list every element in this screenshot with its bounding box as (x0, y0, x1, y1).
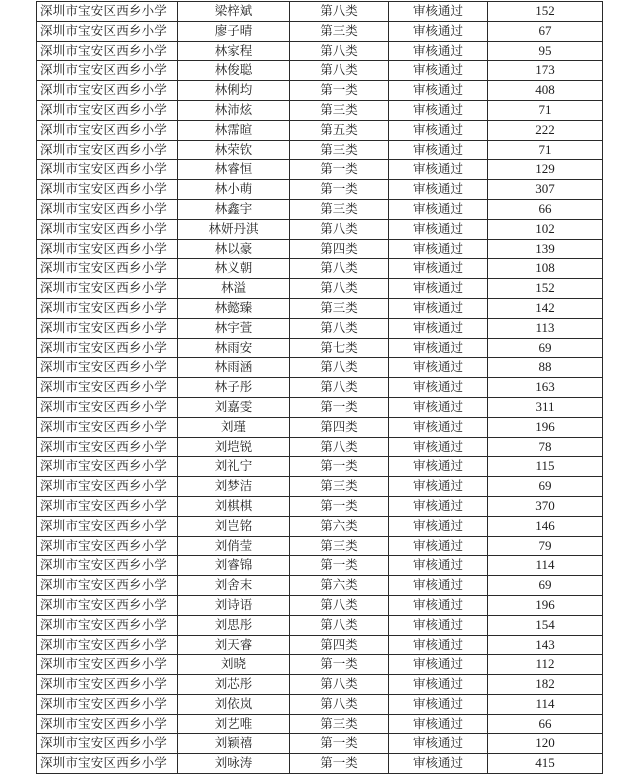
school-cell: 深圳市宝安区西乡小学 (37, 81, 178, 101)
status-cell: 审核通过 (389, 378, 488, 398)
score-cell: 173 (488, 61, 603, 81)
school-cell: 深圳市宝安区西乡小学 (37, 318, 178, 338)
status-cell: 审核通过 (389, 21, 488, 41)
category-cell: 第三类 (290, 477, 389, 497)
table-row (37, 615, 603, 635)
status-cell: 审核通过 (389, 536, 488, 556)
student-name-cell: 林溢 (178, 279, 290, 299)
school-cell: 深圳市宝安区西乡小学 (37, 536, 178, 556)
school-cell: 深圳市宝安区西乡小学 (37, 378, 178, 398)
student-name-cell: 林俐均 (178, 81, 290, 101)
student-name-cell: 林家程 (178, 41, 290, 61)
category-cell: 第八类 (290, 61, 389, 81)
category-cell: 第四类 (290, 635, 389, 655)
score-cell: 113 (488, 318, 603, 338)
status-cell: 审核通过 (389, 496, 488, 516)
school-cell: 深圳市宝安区西乡小学 (37, 417, 178, 437)
score-cell: 129 (488, 160, 603, 180)
status-cell: 审核通过 (389, 437, 488, 457)
category-cell: 第六类 (290, 516, 389, 536)
student-name-cell: 刘俏莹 (178, 536, 290, 556)
student-name-cell: 林子彤 (178, 378, 290, 398)
score-cell: 69 (488, 576, 603, 596)
school-cell: 深圳市宝安区西乡小学 (37, 259, 178, 279)
status-cell: 审核通过 (389, 81, 488, 101)
student-name-cell: 刘礼宁 (178, 457, 290, 477)
table-row (37, 477, 603, 497)
table-row (37, 180, 603, 200)
student-name-cell: 刘咏涛 (178, 754, 290, 774)
status-cell: 审核通过 (389, 397, 488, 417)
school-cell: 深圳市宝安区西乡小学 (37, 298, 178, 318)
table-body (37, 2, 603, 774)
score-cell: 108 (488, 259, 603, 279)
student-name-cell: 林以豪 (178, 239, 290, 259)
school-cell: 深圳市宝安区西乡小学 (37, 477, 178, 497)
table-row (37, 655, 603, 675)
student-name-cell: 刘嘉雯 (178, 397, 290, 417)
school-cell: 深圳市宝安区西乡小学 (37, 516, 178, 536)
school-cell: 深圳市宝安区西乡小学 (37, 21, 178, 41)
student-name-cell: 刘艺唯 (178, 714, 290, 734)
table-row (37, 595, 603, 615)
score-cell: 112 (488, 655, 603, 675)
status-cell: 审核通过 (389, 615, 488, 635)
score-cell: 196 (488, 417, 603, 437)
status-cell: 审核通过 (389, 694, 488, 714)
score-cell: 408 (488, 81, 603, 101)
student-name-cell: 刘晓 (178, 655, 290, 675)
category-cell: 第八类 (290, 694, 389, 714)
category-cell: 第六类 (290, 576, 389, 596)
score-cell: 307 (488, 180, 603, 200)
score-cell: 78 (488, 437, 603, 457)
student-name-cell: 刘颖禧 (178, 734, 290, 754)
status-cell: 审核通过 (389, 477, 488, 497)
school-cell: 深圳市宝安区西乡小学 (37, 595, 178, 615)
student-name-cell: 梁梓斌 (178, 2, 290, 22)
school-cell: 深圳市宝安区西乡小学 (37, 694, 178, 714)
school-cell: 深圳市宝安区西乡小学 (37, 734, 178, 754)
table-row (37, 437, 603, 457)
table-row (37, 100, 603, 120)
category-cell: 第一类 (290, 556, 389, 576)
table-row (37, 576, 603, 596)
category-cell: 第八类 (290, 615, 389, 635)
school-cell: 深圳市宝安区西乡小学 (37, 655, 178, 675)
school-cell: 深圳市宝安区西乡小学 (37, 180, 178, 200)
status-cell: 审核通过 (389, 655, 488, 675)
student-name-cell: 刘垲锐 (178, 437, 290, 457)
school-cell: 深圳市宝安区西乡小学 (37, 2, 178, 22)
table-row (37, 536, 603, 556)
student-name-cell: 林荣钦 (178, 140, 290, 160)
student-name-cell: 林鑫宇 (178, 199, 290, 219)
school-cell: 深圳市宝安区西乡小学 (37, 358, 178, 378)
status-cell: 审核通过 (389, 199, 488, 219)
school-cell: 深圳市宝安区西乡小学 (37, 635, 178, 655)
school-cell: 深圳市宝安区西乡小学 (37, 576, 178, 596)
student-name-cell: 林宇萱 (178, 318, 290, 338)
table-row (37, 2, 603, 22)
category-cell: 第八类 (290, 2, 389, 22)
status-cell: 审核通过 (389, 675, 488, 695)
score-cell: 114 (488, 556, 603, 576)
table-row (37, 279, 603, 299)
student-name-cell: 廖子晴 (178, 21, 290, 41)
category-cell: 第三类 (290, 714, 389, 734)
student-name-cell: 林霈暄 (178, 120, 290, 140)
status-cell: 审核通过 (389, 239, 488, 259)
student-name-cell: 刘瑾 (178, 417, 290, 437)
status-cell: 审核通过 (389, 160, 488, 180)
table-row (37, 318, 603, 338)
status-cell: 审核通过 (389, 41, 488, 61)
student-name-cell: 刘睿锦 (178, 556, 290, 576)
score-cell: 102 (488, 219, 603, 239)
category-cell: 第三类 (290, 199, 389, 219)
school-cell: 深圳市宝安区西乡小学 (37, 615, 178, 635)
category-cell: 第八类 (290, 437, 389, 457)
category-cell: 第一类 (290, 397, 389, 417)
school-cell: 深圳市宝安区西乡小学 (37, 675, 178, 695)
category-cell: 第四类 (290, 417, 389, 437)
status-cell: 审核通过 (389, 417, 488, 437)
table-row (37, 358, 603, 378)
school-cell: 深圳市宝安区西乡小学 (37, 120, 178, 140)
status-cell: 审核通过 (389, 180, 488, 200)
score-cell: 114 (488, 694, 603, 714)
status-cell: 审核通过 (389, 318, 488, 338)
school-cell: 深圳市宝安区西乡小学 (37, 160, 178, 180)
score-cell: 415 (488, 754, 603, 774)
category-cell: 第一类 (290, 734, 389, 754)
category-cell: 第三类 (290, 140, 389, 160)
status-cell: 审核通过 (389, 556, 488, 576)
table-row (37, 496, 603, 516)
status-cell: 审核通过 (389, 595, 488, 615)
table-row (37, 219, 603, 239)
score-cell: 95 (488, 41, 603, 61)
school-cell: 深圳市宝安区西乡小学 (37, 61, 178, 81)
status-cell: 审核通过 (389, 338, 488, 358)
score-cell: 71 (488, 140, 603, 160)
score-cell: 69 (488, 477, 603, 497)
school-cell: 深圳市宝安区西乡小学 (37, 556, 178, 576)
status-cell: 审核通过 (389, 298, 488, 318)
student-name-cell: 林沛炫 (178, 100, 290, 120)
status-cell: 审核通过 (389, 259, 488, 279)
score-cell: 79 (488, 536, 603, 556)
category-cell: 第四类 (290, 239, 389, 259)
score-cell: 66 (488, 199, 603, 219)
student-name-cell: 刘芯彤 (178, 675, 290, 695)
student-name-cell: 林雨涵 (178, 358, 290, 378)
category-cell: 第三类 (290, 21, 389, 41)
school-cell: 深圳市宝安区西乡小学 (37, 437, 178, 457)
student-name-cell: 林小萌 (178, 180, 290, 200)
table-row (37, 378, 603, 398)
student-name-cell: 刘思彤 (178, 615, 290, 635)
table-row (37, 417, 603, 437)
school-cell: 深圳市宝安区西乡小学 (37, 140, 178, 160)
table-row (37, 41, 603, 61)
category-cell: 第一类 (290, 655, 389, 675)
status-cell: 审核通过 (389, 2, 488, 22)
score-cell: 146 (488, 516, 603, 536)
student-name-cell: 刘天睿 (178, 635, 290, 655)
status-cell: 审核通过 (389, 635, 488, 655)
score-cell: 152 (488, 279, 603, 299)
school-cell: 深圳市宝安区西乡小学 (37, 219, 178, 239)
student-name-cell: 林睿恒 (178, 160, 290, 180)
category-cell: 第七类 (290, 338, 389, 358)
student-name-cell: 林妍丹淇 (178, 219, 290, 239)
status-cell: 审核通过 (389, 457, 488, 477)
category-cell: 第一类 (290, 180, 389, 200)
table-row (37, 635, 603, 655)
student-name-cell: 林义朝 (178, 259, 290, 279)
table-row (37, 516, 603, 536)
status-cell: 审核通过 (389, 358, 488, 378)
table-row (37, 754, 603, 774)
score-cell: 370 (488, 496, 603, 516)
table-row (37, 239, 603, 259)
status-cell: 审核通过 (389, 576, 488, 596)
student-name-cell: 刘棋棋 (178, 496, 290, 516)
student-name-cell: 刘岂铭 (178, 516, 290, 536)
applicant-results-table (36, 1, 603, 774)
student-name-cell: 刘诗语 (178, 595, 290, 615)
table-row (37, 259, 603, 279)
category-cell: 第八类 (290, 279, 389, 299)
table-row (37, 675, 603, 695)
table-row (37, 120, 603, 140)
table-row (37, 298, 603, 318)
category-cell: 第八类 (290, 675, 389, 695)
school-cell: 深圳市宝安区西乡小学 (37, 100, 178, 120)
score-cell: 196 (488, 595, 603, 615)
score-cell: 67 (488, 21, 603, 41)
category-cell: 第一类 (290, 496, 389, 516)
status-cell: 审核通过 (389, 516, 488, 536)
status-cell: 审核通过 (389, 754, 488, 774)
score-cell: 163 (488, 378, 603, 398)
category-cell: 第八类 (290, 41, 389, 61)
status-cell: 审核通过 (389, 219, 488, 239)
category-cell: 第八类 (290, 358, 389, 378)
table-row (37, 199, 603, 219)
category-cell: 第一类 (290, 754, 389, 774)
school-cell: 深圳市宝安区西乡小学 (37, 239, 178, 259)
table-row (37, 21, 603, 41)
score-cell: 139 (488, 239, 603, 259)
category-cell: 第一类 (290, 81, 389, 101)
score-cell: 142 (488, 298, 603, 318)
category-cell: 第八类 (290, 259, 389, 279)
status-cell: 审核通过 (389, 140, 488, 160)
score-cell: 182 (488, 675, 603, 695)
score-cell: 222 (488, 120, 603, 140)
student-name-cell: 林懿臻 (178, 298, 290, 318)
category-cell: 第一类 (290, 457, 389, 477)
score-cell: 69 (488, 338, 603, 358)
score-cell: 152 (488, 2, 603, 22)
student-name-cell: 林俊聪 (178, 61, 290, 81)
school-cell: 深圳市宝安区西乡小学 (37, 457, 178, 477)
score-cell: 311 (488, 397, 603, 417)
school-cell: 深圳市宝安区西乡小学 (37, 199, 178, 219)
category-cell: 第八类 (290, 595, 389, 615)
student-name-cell: 林雨安 (178, 338, 290, 358)
school-cell: 深圳市宝安区西乡小学 (37, 714, 178, 734)
school-cell: 深圳市宝安区西乡小学 (37, 397, 178, 417)
score-cell: 88 (488, 358, 603, 378)
table-row (37, 714, 603, 734)
category-cell: 第五类 (290, 120, 389, 140)
category-cell: 第三类 (290, 298, 389, 318)
student-name-cell: 刘梦洁 (178, 477, 290, 497)
table-row (37, 694, 603, 714)
table-row (37, 556, 603, 576)
table-row (37, 61, 603, 81)
results-sheet (36, 1, 602, 774)
school-cell: 深圳市宝安区西乡小学 (37, 338, 178, 358)
status-cell: 审核通过 (389, 279, 488, 299)
student-name-cell: 刘依岚 (178, 694, 290, 714)
status-cell: 审核通过 (389, 120, 488, 140)
table-row (37, 160, 603, 180)
category-cell: 第三类 (290, 100, 389, 120)
category-cell: 第八类 (290, 318, 389, 338)
table-row (37, 140, 603, 160)
status-cell: 审核通过 (389, 100, 488, 120)
category-cell: 第三类 (290, 536, 389, 556)
table-row (37, 397, 603, 417)
score-cell: 120 (488, 734, 603, 754)
status-cell: 审核通过 (389, 714, 488, 734)
school-cell: 深圳市宝安区西乡小学 (37, 279, 178, 299)
category-cell: 第八类 (290, 219, 389, 239)
school-cell: 深圳市宝安区西乡小学 (37, 41, 178, 61)
status-cell: 审核通过 (389, 734, 488, 754)
score-cell: 154 (488, 615, 603, 635)
table-row (37, 338, 603, 358)
school-cell: 深圳市宝安区西乡小学 (37, 496, 178, 516)
table-row (37, 81, 603, 101)
score-cell: 115 (488, 457, 603, 477)
category-cell: 第八类 (290, 378, 389, 398)
school-cell: 深圳市宝安区西乡小学 (37, 754, 178, 774)
table-row (37, 734, 603, 754)
category-cell: 第一类 (290, 160, 389, 180)
score-cell: 71 (488, 100, 603, 120)
score-cell: 143 (488, 635, 603, 655)
status-cell: 审核通过 (389, 61, 488, 81)
table-row (37, 457, 603, 477)
student-name-cell: 刘舍末 (178, 576, 290, 596)
score-cell: 66 (488, 714, 603, 734)
